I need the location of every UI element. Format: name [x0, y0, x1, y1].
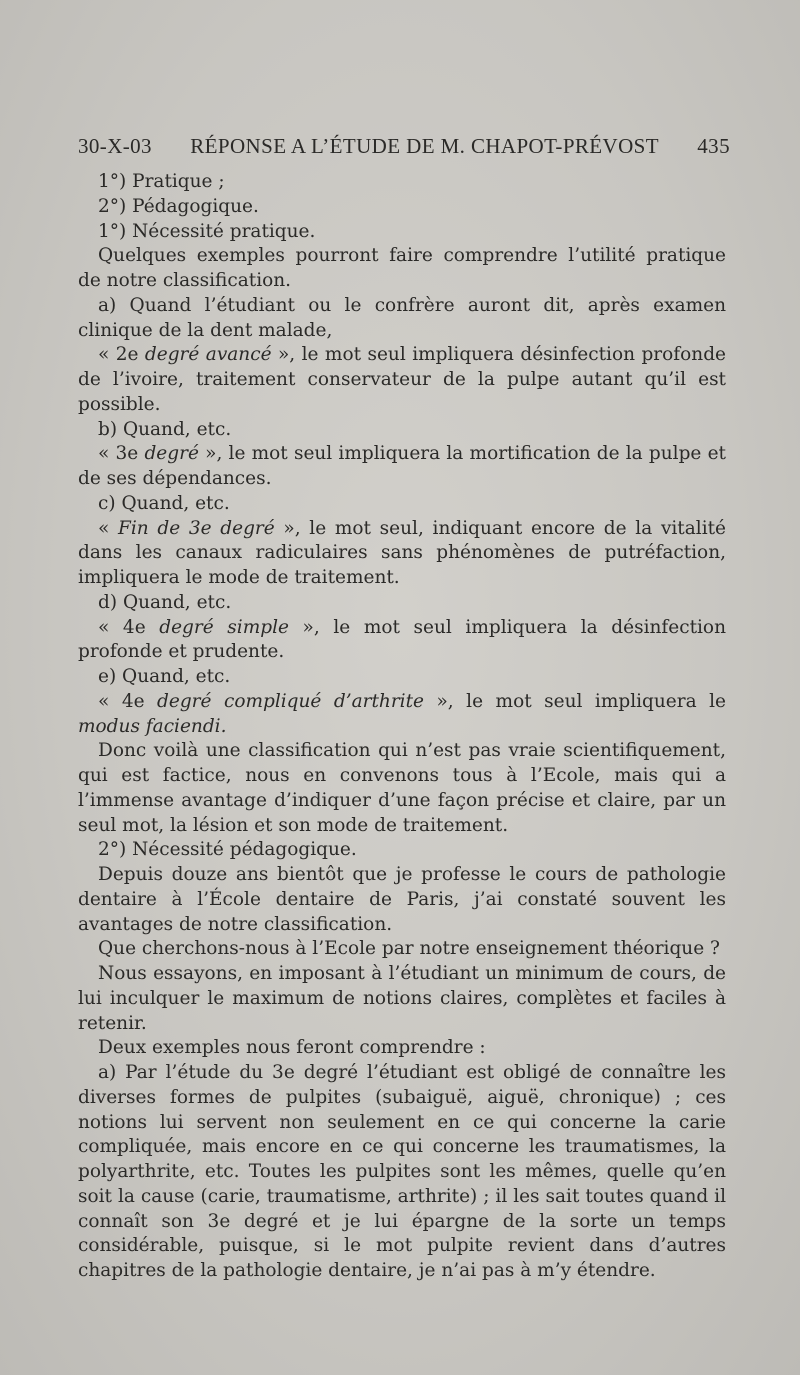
italic-term: Fin de 3e degré	[118, 517, 275, 539]
paragraph: e) Quand, etc.	[98, 666, 231, 687]
paragraph: a) Par l’étude du 3e degré l’étudiant est obligé de connaître les diverses formes de pulpites (subaiguë, aiguë, chronique) ; ces notions lui servent non seulement en ce qui concerne la carie compliquée, mais encore en ce qui concerne les traumatismes, la polyarthrite, etc. Toutes les pulpites sont les mêmes, quelle qu’en soit la cause (carie, traumatisme, arthrite) ; il les sait toutes quand il connaît son 3e degré et je lui épargne de la sorte un temps considérable, puisque, si le mot pulpite revient dans d’autres chapitres de la pathologie dentaire, je n’ai pas à m’y étendre.	[78, 1062, 726, 1281]
paragraph: Donc voilà une classification qui n’est pas vraie scientifiquement, qui est factice, nous en convenons tous à l’Ecole, mais qui a l’immense avantage d’indiquer d’une façon précise et claire, par un seul mot, la lésion et son mode de traitement.	[78, 740, 726, 836]
text-run: », le mot seul impliquera le	[423, 690, 726, 712]
paragraph: Deux exemples nous feront comprendre :	[98, 1037, 486, 1059]
italic-term: modus faciendi.	[78, 715, 227, 737]
paragraph: Quelques exemples pourront faire comprendre l’utilité pratique de notre classification.	[78, 245, 726, 291]
running-header	[78, 134, 730, 159]
paragraph	[78, 343, 726, 417]
page-number: 435	[697, 134, 730, 158]
section-heading: 1°) Nécessité pratique.	[98, 220, 316, 242]
text-run: « 3e	[98, 443, 145, 465]
header-date: 30-X-03	[78, 134, 152, 158]
text-run: «	[98, 517, 119, 539]
italic-term: degré avancé	[144, 344, 272, 366]
paragraph: Depuis douze ans bientôt que je professe le cours de pathologie dentaire à l’École dentaire de Paris, j’ai constaté souvent les avantages de notre classification.	[78, 864, 726, 935]
header-title: RÉPONSE A L’ÉTUDE DE M. CHAPOT-PRÉVOST	[190, 134, 659, 158]
text-run: », le mot seul, indiquant encore de la vitalité dans les canaux radiculaires sans phénomènes de putréfaction, impliquera le mode de traitement.	[78, 517, 726, 588]
page-body	[78, 170, 726, 1284]
italic-term: degré compliqué d’arthrite	[157, 690, 424, 712]
paragraph	[78, 690, 726, 740]
paragraph: c) Quand, etc.	[98, 492, 230, 514]
paragraph: b) Quand, etc.	[98, 418, 232, 440]
paragraph: d) Quand, etc.	[98, 591, 232, 613]
list-item: 1°) Pratique ;	[98, 171, 225, 192]
paragraph: a) Quand l’étudiant ou le confrère auront dit, après examen clinique de la dent malade,	[78, 294, 726, 341]
text-run: « 4e	[98, 690, 158, 712]
paragraph	[78, 442, 726, 492]
section-heading: 2°) Nécessité pédagogique.	[98, 839, 357, 861]
italic-term: degré simple	[159, 616, 289, 638]
text-run: « 4e	[98, 616, 160, 638]
text-run: », le mot seul impliquera la mortification de la pulpe et de ses dépendances.	[78, 443, 726, 489]
italic-term: degré	[144, 443, 199, 465]
paragraph: Nous essayons, en imposant à l’étudiant un minimum de cours, de lui inculquer le maximum de notions claires, complètes et faciles à retenir.	[78, 963, 726, 1034]
text-run: « 2e	[98, 344, 145, 366]
text-run: », le mot seul impliquera la désinfection profonde et prudente.	[78, 616, 726, 663]
paragraph	[78, 616, 726, 666]
list-item: 2°) Pédagogique.	[98, 195, 259, 217]
text-run: », le mot seul impliquera désinfection profonde de l’ivoire, traitement conservateur de la pulpe autant qu’il est possible.	[78, 344, 726, 415]
paragraph: Que cherchons-nous à l’Ecole par notre enseignement théorique ?	[98, 938, 720, 960]
paragraph	[78, 517, 726, 591]
